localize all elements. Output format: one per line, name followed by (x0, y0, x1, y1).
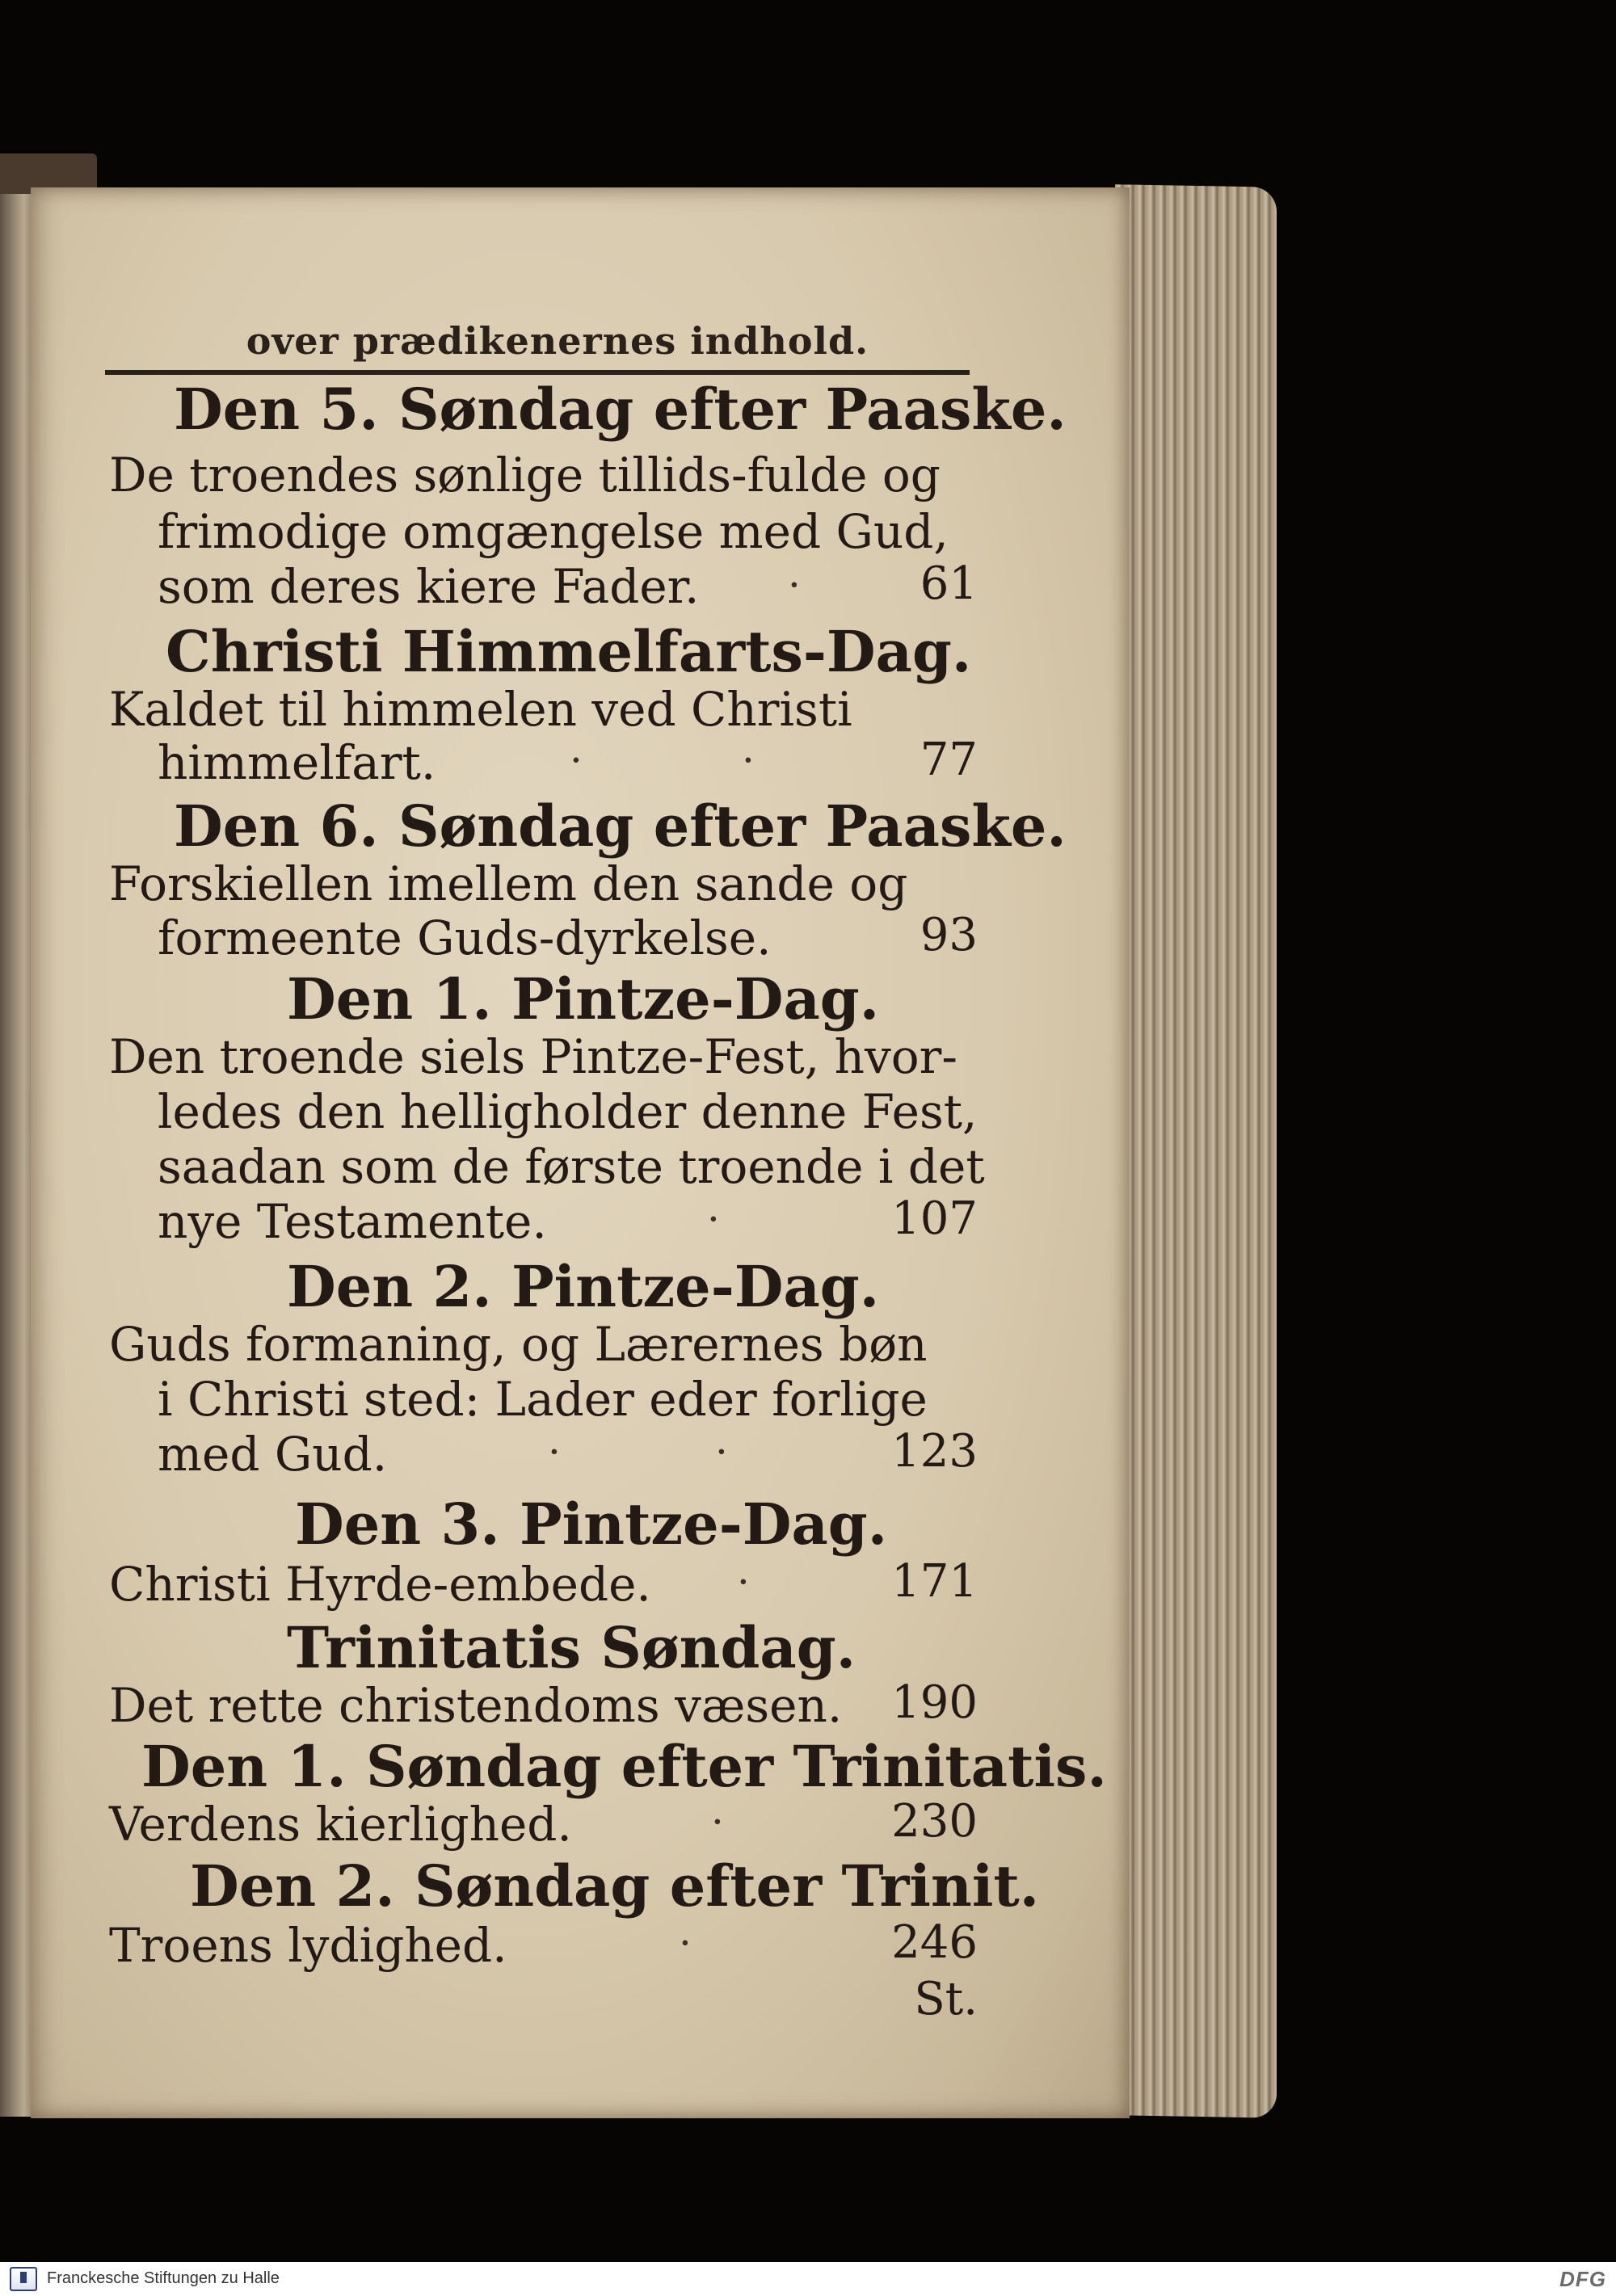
running-head: over prædikenernes indhold. (246, 319, 869, 363)
leader-dot: · (548, 1428, 561, 1475)
page-number: 246 (891, 1916, 978, 1969)
entry-heading: Den 5. Søndag efter Paaske. (174, 376, 1067, 443)
entry-heading: Den 1. Søndag efter Trinitatis. (141, 1733, 1107, 1800)
dfg-logo: DFG (1559, 2267, 1606, 2291)
entry-text-line: saadan som de første troende i det (158, 1139, 985, 1194)
leader-dot: · (742, 737, 755, 784)
leader-dot: · (711, 1798, 724, 1845)
entry-heading: Den 3. Pintze-Dag. (295, 1491, 888, 1558)
catchword: St. (914, 1973, 978, 2025)
page-number: 171 (891, 1555, 978, 1608)
leader-dot: · (707, 1196, 720, 1243)
entry-text-line: Troens lydighed. (109, 1918, 507, 1973)
page-number: 93 (920, 909, 978, 961)
leader-dot: · (715, 1428, 728, 1475)
leader-dot: · (570, 737, 583, 784)
entry-text-line: Kaldet til himmelen ved Christi (109, 682, 852, 737)
entry-text-line: De troendes sønlige tillids-fulde og (109, 448, 941, 503)
entry-heading: Den 2. Pintze-Dag. (287, 1253, 880, 1320)
entry-heading: Den 2. Søndag efter Trinit. (190, 1852, 1040, 1920)
page-number: 77 (920, 734, 978, 786)
entry-text-line: Den troende siels Pintze-Fest, hvor- (109, 1029, 957, 1084)
entry-text-line: Verdens kierlighed. (109, 1797, 572, 1852)
page-number: 107 (891, 1192, 978, 1245)
entry-text-line: Guds formaning, og Lærernes bøn (109, 1317, 928, 1372)
page-number: 123 (891, 1425, 978, 1478)
entry-text-line: som deres kiere Fader. (158, 559, 700, 614)
page-number: 230 (891, 1795, 978, 1848)
page-number: 61 (920, 557, 978, 610)
leader-dot: · (679, 1920, 692, 1966)
entry-heading: Den 1. Pintze-Dag. (287, 965, 880, 1032)
entry-heading: Den 6. Søndag efter Paaske. (174, 793, 1067, 860)
entry-text-line: frimodige omgængelse med Gud, (158, 504, 949, 559)
institution-name: Franckesche Stiftungen zu Halle (47, 2269, 280, 2287)
entry-heading: Christi Himmelfarts-Dag. (166, 618, 972, 685)
entry-text-line: ledes den helligholder denne Fest, (158, 1084, 978, 1139)
entry-text-line: formeente Guds-dyrkelse. (158, 910, 772, 965)
entry-text-line: himmelfart. (158, 735, 436, 790)
leader-dot: · (737, 1558, 750, 1605)
leader-dot: · (788, 561, 801, 608)
entry-text-line: nye Testamente. (158, 1194, 547, 1249)
page-number: 190 (891, 1676, 978, 1729)
footer-bar (0, 2262, 1616, 2296)
entry-text-line: i Christi sted: Lader eder forlige (158, 1372, 928, 1427)
entry-text-line: med Gud. (158, 1427, 388, 1482)
entry-heading: Trinitatis Søndag. (287, 1614, 856, 1681)
entry-text-line: Christi Hyrde-embede. (109, 1557, 651, 1612)
entry-text-line: Forskiellen imellem den sande og (109, 856, 908, 911)
institution-logo-icon (10, 2267, 37, 2291)
entry-text-line: Det rette christendoms væsen. (109, 1678, 843, 1733)
